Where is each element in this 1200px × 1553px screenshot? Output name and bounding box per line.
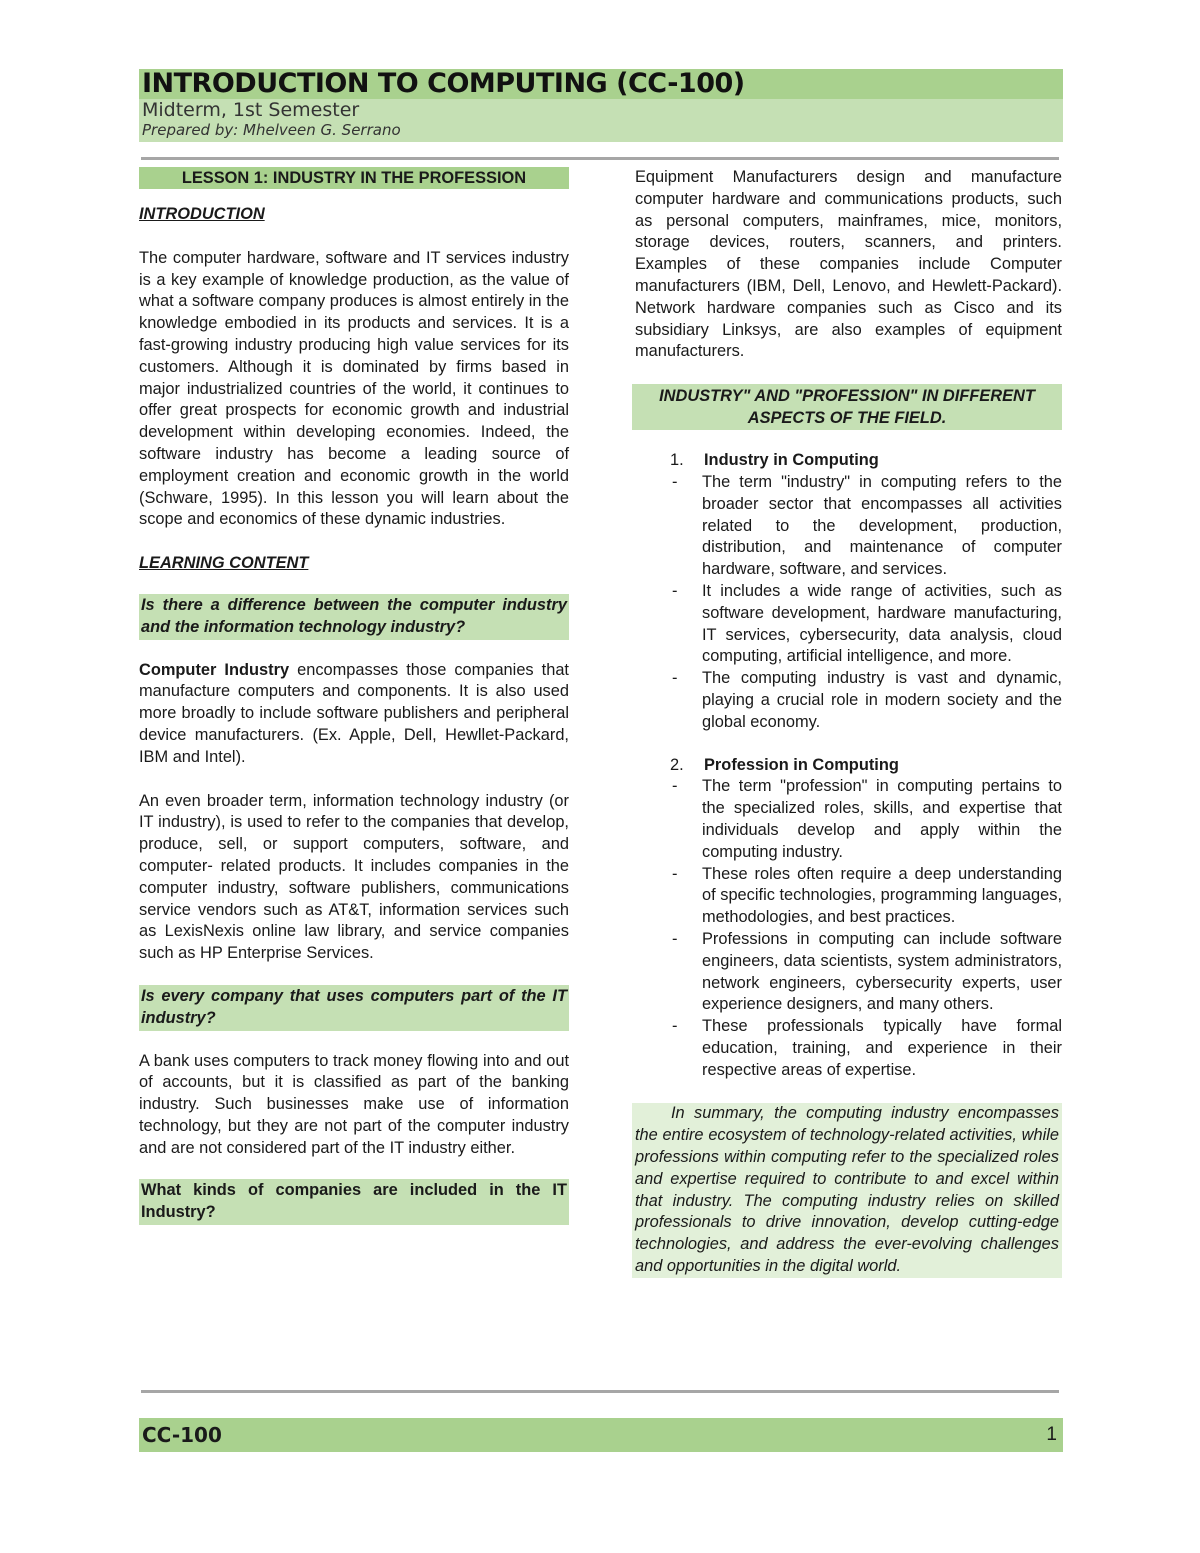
top-divider bbox=[141, 157, 1059, 160]
bank-paragraph: A bank uses computers to track money flowing into and out of accounts, but it is classified as part of the banking industry. Such businesses make use of information technology, but they are not part of the computer industry and are not considered part of the IT industry either. bbox=[139, 1051, 569, 1157]
left-column bbox=[139, 167, 569, 1225]
item-number: 2. bbox=[670, 755, 684, 774]
computer-industry-text: encompasses those companies that manufacture computers and components. It is also used more broadly to include software publishers and peripheral device manufacturers. (Ex. Apple, Dell, Hewllet-Packard, IBM and Intel). bbox=[139, 660, 569, 766]
learning-content-heading: LEARNING CONTENT bbox=[139, 554, 309, 573]
page-footer bbox=[139, 1418, 1063, 1452]
document-header bbox=[139, 69, 1063, 142]
list-item: - The term "industry" in computing refers to the broader sector that encompasses all activities related to the development, production, distribution, and maintenance of computer hardware, software, and services. bbox=[632, 472, 1062, 581]
profession-item bbox=[632, 755, 1062, 1082]
section-title: INDUSTRY" AND "PROFESSION" IN DIFFERENT ASPECTS OF THE FIELD. bbox=[632, 384, 1062, 430]
computer-industry-term: Computer Industry bbox=[139, 660, 290, 679]
numbered-heading bbox=[632, 450, 1062, 472]
numbered-heading bbox=[632, 755, 1062, 777]
bullet-dash: - bbox=[672, 929, 678, 948]
equipment-paragraph: Equipment Manufacturers design and manufacture computer hardware and communications products, such as personal computers, mainframes, mice, monitors, storage devices, routers, scanners, and printers. Examples of these companies include Computer manufacturers (IBM, Dell, Lenovo, and Hewlett-Packard). Network hardware companies such as Cisco and its subsidiary Linksys, are also examples of equipment manufacturers. bbox=[635, 168, 1062, 361]
list-item: - The computing industry is vast and dynamic, playing a crucial role in modern society and the global economy. bbox=[632, 668, 1062, 733]
list-item: - The term "profession" in computing pertains to the specialized roles, skills, and expertise that individuals develop and apply within the computing industry. bbox=[632, 776, 1062, 863]
industry-item bbox=[632, 450, 1062, 733]
bullet-dash: - bbox=[672, 1017, 678, 1036]
bottom-divider bbox=[141, 1390, 1059, 1393]
bullet-dash: - bbox=[672, 669, 678, 688]
list-item: - It includes a wide range of activities, such as software development, hardware manufacturing, IT services, cybersecurity, data analysis, cloud computing, artificial intelligence, and more. bbox=[632, 581, 1062, 668]
list-item: - Professions in computing can include software engineers, data scientists, system administrators, network engineers, cybersecurity experts, user experience designers, and many others. bbox=[632, 929, 1062, 1016]
document-subtitle: Midterm, 1st Semester bbox=[142, 99, 360, 121]
lesson-title: LESSON 1: INDUSTRY IN THE PROFESSION bbox=[139, 167, 569, 189]
bullet-dash: - bbox=[672, 581, 678, 600]
it-industry-paragraph: An even broader term, information technology industry (or IT industry), is used to refer to the companies that develop, produce, sell, or support computers, software, and computer- related products. It includes companies in the computer industry, software publishers, communications service vendors such as AT&T, information services such as LexisNexis online law library, and service companies such as HP Enterprise Services. bbox=[139, 791, 569, 963]
item-title: Industry in Computing bbox=[704, 451, 879, 470]
list-item: - These professionals typically have formal education, training, and experience in their respective areas of expertise. bbox=[632, 1016, 1062, 1081]
header-subtitle-block bbox=[139, 99, 1063, 142]
question-2: Is every company that uses computers part of the IT industry? bbox=[139, 985, 569, 1031]
page-number: 1 bbox=[1046, 1424, 1057, 1445]
question-1: Is there a difference between the computer industry and the information technology industry? bbox=[139, 594, 569, 640]
bullet-dash: - bbox=[672, 472, 678, 491]
document-title: INTRODUCTION TO COMPUTING (CC-100) bbox=[139, 69, 1063, 99]
right-column bbox=[632, 167, 1062, 1278]
list-item: - These roles often require a deep understanding of specific technologies, programming languages, methodologies, and best practices. bbox=[632, 864, 1062, 929]
bullet-dash: - bbox=[672, 777, 678, 796]
question-3: What kinds of companies are included in the IT Industry? bbox=[139, 1179, 569, 1225]
item-title: Profession in Computing bbox=[704, 755, 899, 774]
bullet-dash: - bbox=[672, 864, 678, 883]
summary-box: In summary, the computing industry encompasses the entire ecosystem of technology-related activities, while professions within computing refer to the specialized roles and expertise required to contribute to and excel within that industry. The computing industry relies on skilled professionals to drive innovation, develop cutting-edge technologies, and address the ever-evolving challenges and opportunities in the digital world. bbox=[632, 1103, 1062, 1277]
intro-heading: INTRODUCTION bbox=[139, 205, 265, 223]
footer-course-code: CC-100 bbox=[142, 1423, 222, 1447]
prepared-by: Prepared by: Mhelveen G. Serrano bbox=[142, 121, 401, 139]
computer-industry-paragraph bbox=[139, 660, 569, 769]
intro-paragraph: The computer hardware, software and IT services industry is a key example of knowledge production, as the value of what a software company produces is almost entirely in the knowledge embodied in its products and services. It is a fast-growing industry producing high value services for its customers. Although it is dominated by firms based in major industrialized countries of the world, it continues to offer great prospects for economic growth and industrial development within developing economies. Indeed, the software industry has become a leading source of employment creation and economic growth in the world (Schware, 1995). In this lesson you will learn about the scope and economics of these dynamic industries. bbox=[139, 248, 569, 529]
item-number: 1. bbox=[670, 451, 684, 470]
